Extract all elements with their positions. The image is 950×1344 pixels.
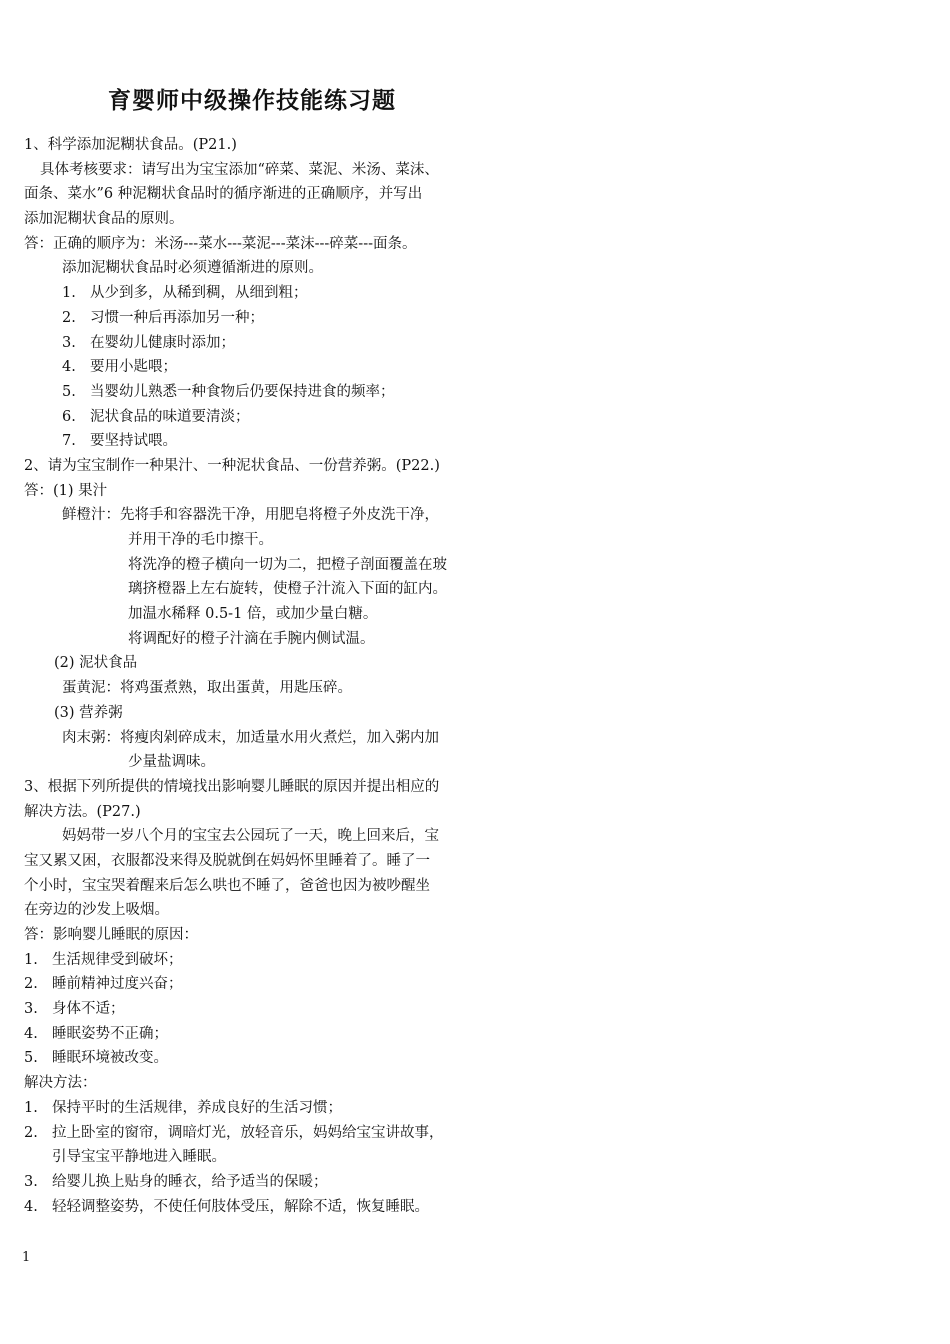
line-text: 轻轻调整姿势，不使任何肢体受压，解除不适，恢复睡眠。	[52, 1198, 429, 1215]
list-number: 7.	[62, 433, 76, 450]
text-line	[24, 849, 504, 874]
text-line	[24, 577, 504, 602]
list-number: 4.	[24, 1198, 38, 1215]
text-line	[24, 800, 504, 825]
line-text: (3) 营养粥	[54, 704, 123, 721]
list-number: 1.	[24, 1099, 38, 1116]
line-text: 将洗净的橙子横向一切为二，把橙子剖面覆盖在玻	[128, 556, 447, 573]
line-text: 当婴幼儿熟悉一种食物后仍要保持进食的频率；	[90, 383, 395, 400]
text-line	[24, 602, 504, 627]
line-text: 习惯一种后再添加另一种；	[90, 309, 264, 326]
text-line	[24, 503, 504, 528]
line-text: 答：(1) 果汁	[24, 482, 108, 499]
text-line	[24, 898, 504, 923]
line-text: 答：影响婴儿睡眠的原因：	[24, 927, 198, 943]
text-line	[24, 232, 504, 257]
list-item	[24, 1046, 504, 1071]
list-item	[24, 380, 504, 405]
text-line	[24, 207, 504, 232]
text-line	[24, 528, 504, 553]
list-number: 2.	[24, 976, 38, 993]
line-text: 添加泥糊状食品时必须遵循渐进的原则。	[62, 260, 323, 277]
list-item	[24, 405, 504, 430]
line-text: 3、根据下列所提供的情境找出影响婴儿睡眠的原因并提出相应的	[24, 778, 440, 795]
list-item	[24, 972, 504, 997]
text-line	[24, 133, 504, 158]
line-text: 睡眠环境被改变。	[52, 1050, 168, 1067]
line-text: 将调配好的橙子汁滴在手腕内侧试温。	[128, 630, 375, 647]
line-text: (2) 泥状食品	[54, 655, 138, 672]
line-text: 泥状食品的味道要清淡；	[90, 408, 250, 425]
line-text: 蛋黄泥：将鸡蛋煮熟，取出蛋黄，用匙压碎。	[62, 680, 352, 697]
line-text: 要用小匙喂；	[90, 359, 177, 376]
list-number: 2.	[24, 1124, 38, 1141]
line-text: 少量盐调味。	[128, 754, 215, 771]
line-text: 面条、菜水”6 种泥糊状食品时的循序渐进的正确顺序，并写出	[24, 186, 423, 203]
line-text: 解决方法：	[24, 1075, 97, 1092]
line-text: 宝又累又困，衣服都没来得及脱就倒在妈妈怀里睡着了。睡了一	[24, 852, 430, 869]
list-number: 4.	[24, 1025, 38, 1042]
text-line	[24, 824, 504, 849]
text-line	[24, 775, 504, 800]
text-line	[24, 256, 504, 281]
line-text: 睡前精神过度兴奋；	[52, 976, 183, 993]
list-number: 3.	[24, 1001, 38, 1018]
line-text: 2、请为宝宝制作一种果汁、一种泥状食品、一份营养粥。(P22.)	[24, 457, 440, 474]
line-text: 具体考核要求：请写出为宝宝添加“碎菜、菜泥、米汤、菜沫、	[40, 161, 439, 178]
line-text: 要坚持试喂。	[90, 433, 177, 450]
line-text: 肉末粥：将瘦肉剁碎成末，加适量水用火煮烂，加入粥内加	[62, 729, 439, 746]
line-text: 璃挤橙器上左右旋转，使橙子汁流入下面的缸内。	[128, 581, 447, 598]
line-text: 给婴儿换上贴身的睡衣，给予适当的保暖；	[52, 1173, 328, 1190]
list-number: 5.	[24, 1050, 38, 1067]
list-item	[24, 997, 504, 1022]
text-line	[24, 1071, 504, 1096]
document-body	[24, 133, 504, 1219]
list-number: 3.	[62, 334, 76, 351]
list-item	[24, 948, 504, 973]
line-text: 个小时，宝宝哭着醒来后怎么哄也不睡了，爸爸也因为被吵醒坐	[24, 877, 430, 894]
line-text: 添加泥糊状食品的原则。	[24, 211, 184, 228]
line-text: 并用干净的毛巾擦干。	[128, 532, 273, 548]
list-item	[24, 1022, 504, 1047]
page-title: 育婴师中级操作技能练习题	[108, 88, 396, 114]
line-text: 在旁边的沙发上吸烟。	[24, 902, 169, 919]
list-item	[24, 429, 504, 454]
line-text: 加温水稀释 0.5-1 倍，或加少量白糖。	[128, 606, 378, 623]
text-line	[24, 726, 504, 751]
list-number: 3.	[24, 1173, 38, 1190]
list-item	[24, 1170, 504, 1195]
list-number: 1.	[24, 951, 38, 968]
text-line	[24, 923, 504, 948]
list-item	[24, 1121, 504, 1146]
line-text: 拉上卧室的窗帘，调暗灯光，放轻音乐，妈妈给宝宝讲故事，	[52, 1124, 444, 1141]
line-text: 在婴幼儿健康时添加；	[90, 334, 235, 351]
line-text: 妈妈带一岁八个月的宝宝去公园玩了一天，晚上回来后，宝	[62, 828, 439, 845]
list-item	[24, 355, 504, 380]
line-text: 保持平时的生活规律，养成良好的生活习惯；	[52, 1099, 342, 1116]
text-line	[24, 182, 504, 207]
line-text: 从少到多，从稀到稠，从细到粗；	[90, 285, 308, 302]
line-text: 1、科学添加泥糊状食品。(P21.)	[24, 137, 237, 153]
text-line	[24, 750, 504, 775]
list-item	[24, 281, 504, 306]
list-item	[24, 306, 504, 331]
page-number: 1	[22, 1250, 31, 1265]
text-line	[24, 874, 504, 899]
line-text: 身体不适；	[52, 1001, 125, 1018]
list-item	[24, 1195, 504, 1220]
text-line	[24, 553, 504, 578]
list-number: 2.	[62, 309, 76, 326]
list-item	[24, 331, 504, 356]
list-number: 5.	[62, 383, 76, 400]
line-text: 引导宝宝平静地进入睡眠。	[52, 1149, 226, 1166]
text-line	[24, 701, 504, 726]
text-line	[24, 676, 504, 701]
line-text: 鲜橙汁：先将手和容器洗干净，用肥皂将橙子外皮洗干净，	[62, 507, 439, 524]
text-line	[24, 479, 504, 504]
line-text: 解决方法。(P27.)	[24, 803, 141, 820]
line-text: 答：正确的顺序为：米汤---菜水---菜泥---菜沫---碎菜---面条。	[24, 235, 417, 252]
list-item	[24, 1096, 504, 1121]
list-number: 6.	[62, 408, 76, 425]
list-number: 1.	[62, 285, 76, 302]
text-line	[24, 454, 504, 479]
line-text: 睡眠姿势不正确；	[52, 1025, 168, 1042]
list-number: 4.	[62, 359, 76, 376]
list-item	[24, 1145, 504, 1170]
text-line	[24, 651, 504, 676]
line-text: 生活规律受到破坏；	[52, 951, 183, 968]
text-line	[24, 627, 504, 652]
text-line	[24, 158, 504, 183]
